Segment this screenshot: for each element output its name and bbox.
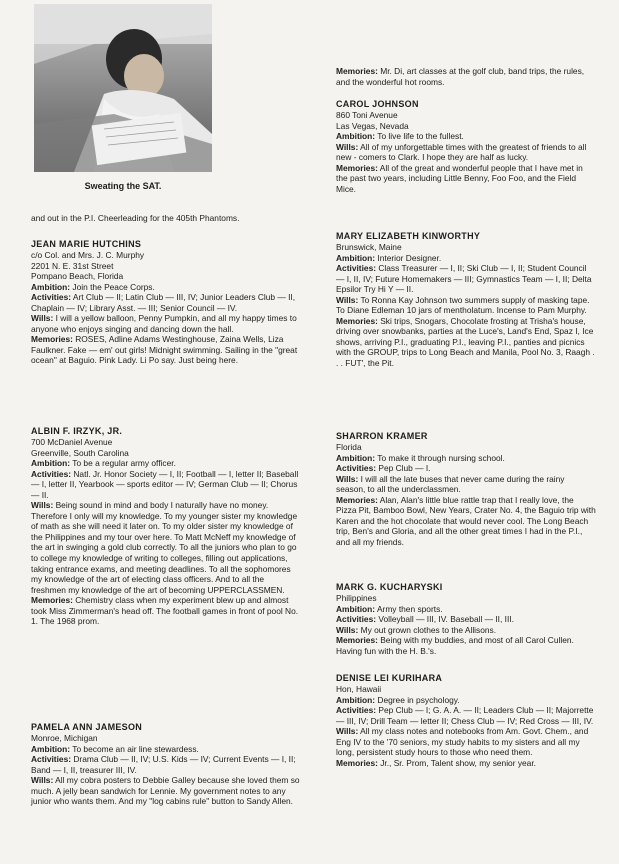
address-line: 860 Toni Avenue [336,110,398,120]
field-label: Memories: [31,595,73,606]
memories-field [336,758,596,769]
field-text: Jr., Sr. Prom, Talent show, my senior year. [380,757,536,768]
memories-field [336,316,596,369]
photo-caption: Sweating the SAT. [84,181,162,191]
field-text: I will a yellow balloon, Penny Pumpkin, and all my happy times to anyone who enjoys singing and dancing down the hall. [31,313,297,334]
memories-field [336,635,596,656]
address-line: Florida [336,442,362,452]
field-label: Memories: [336,66,378,76]
entry-name: MARK G. KUCHARYSKI [336,582,443,592]
wills-field [31,313,301,334]
field-text: Ski trips, Snogars, Chocolate frosting at Trisha's house, driving over snowbanks, parties at the Luce's, Land's End, Spaz I, Ice shows, arriving P.I., graduating P.I., leaving P.I., panties and picnics with the GROUP, trips to Long Beach and Manila, Pool No. 3, Raagh . . . FUT', the Pit. [336,315,595,369]
ambition-field [336,131,596,142]
wills-field [31,775,301,807]
field-label: Ambition: [336,452,376,463]
entry-name: ALBIN F. IRZYK, JR. [31,426,123,436]
field-text: To make it through nursing school. [377,452,505,463]
wills-field [31,500,301,595]
activities-field [336,463,596,474]
field-text: Chemistry class when my experiment blew up and almost took Miss Zimmerman's head off. The football games in front of pool No. 1. The 1968 prom. [31,595,299,627]
entry-pamela-jameson [31,722,301,807]
field-text: To become an air line stewardess. [72,743,199,754]
activities-field [336,705,596,726]
field-text: Volleyball — III, IV. Baseball — II, III. [378,614,514,625]
continuation-text-left: and out in the P.I. Cheerleading for the 405th Phantoms. [31,213,240,223]
wills-field [336,625,596,636]
field-label: Activities: [31,292,72,303]
entry-carol-johnson [336,99,596,194]
field-label: Ambition: [336,694,376,705]
field-text: Alan, Alan's little blue rattle trap that I really love, the Pizza Pit, Bamboo Bowl, New Years, Crater No. 4, the Baguio trip with Karen and the hot chocolate that would never cool. The Long Beach trip, Ben's and Gloria, and all the other great times I had in the P.I., and all my friends. [336,494,596,547]
address-line: 2201 N. E. 31st Street [31,260,114,271]
memories-field [336,66,596,87]
wills-field [336,726,596,758]
field-text: Interior Designer. [377,252,442,263]
field-label: Wills: [31,775,54,786]
entry-mary-kinworthy [336,231,596,369]
memories-field [31,595,301,627]
activities-field [336,263,596,295]
address-line: Hon, Hawaii [336,684,382,694]
entry-name: MARY ELIZABETH KINWORTHY [336,231,481,241]
field-label: Wills: [336,473,359,484]
ambition-field [336,695,596,706]
field-text: All my class notes and notebooks from Am. Govt. Chem., and Eng IV to the '70 seniors, my study habits to my sisters and all my long, persistent study hours to those who need them. [336,726,589,758]
field-text: Art Club — II; Latin Club — III, IV; Junior Leaders Club — II, Chaplain — IV; Library Asst. — III; Senior Council — IV. [31,292,296,313]
field-label: Activities: [336,263,377,274]
field-text: I will all the late buses that never came during the rainy season, to all the underclassmen. [336,473,565,495]
field-label: Memories: [31,334,73,345]
field-text: Join the Peace Corps. [72,281,155,292]
field-label: Memories: [336,494,378,505]
field-text: Class Treasurer — I, II; Ski Club — I, II; Student Council — I, II, IV; Future Homemakers — III; Gymnastics Team — I, II; Delta Epsilor Try Hi Y — II. [336,263,592,295]
field-label: Wills: [336,726,359,737]
field-label: Ambition: [31,458,71,469]
activities-field [31,754,301,775]
address-line: Greenville, South Carolina [31,447,129,458]
field-text: All of the great and wonderful people that I have met in the past two years, including Little Benny, Foo Foo, and the Field Mice. [336,162,583,194]
field-label: Memories: [336,757,378,768]
field-label: Wills: [31,500,54,511]
field-label: Activities: [336,614,377,625]
field-label: Ambition: [336,131,376,142]
ambition-field [31,744,301,755]
field-text: To be a regular army officer. [72,458,176,469]
entry-jean-marie-hutchins [31,239,301,366]
entry-name: CAROL JOHNSON [336,99,419,109]
field-label: Memories: [336,635,378,646]
field-text: Being with my buddies, and most of all Carol Cullen. Having fun with the H. B.'s. [336,635,574,656]
field-text: Degree in psychology. [377,694,460,705]
ambition-field [336,253,596,264]
memories-field [31,334,301,366]
field-label: Activities: [31,754,72,765]
entry-sharron-kramer [336,431,596,547]
field-text: All my cobra posters to Debbie Galley because she loved them so much. A jelly bean sandwich for Lennie. My government notes to any junior who wants them. And my "log cabins rule" button to Sandy Allen. [31,775,300,807]
address-line: 700 McDaniel Avenue [31,437,113,447]
photo-image [34,4,212,172]
field-label: Memories: [336,162,378,173]
field-label: Wills: [336,624,359,635]
field-text: ROSES, Adline Adams Westinghouse, Zaina Wells, Liza Faulkner. Fake — em' out girls! Midnight swimming. Sailing in the "great ocean" at Baguio. Pink Lady. Li Po say. Just being here. [31,334,298,366]
activities-field [336,614,596,625]
activities-field [31,292,301,313]
field-label: Ambition: [336,252,376,263]
wills-field [336,142,596,163]
field-text: To Ronna Kay Johnson two summers supply of masking tape. To Diane Edleman 10 jars of mentholatum. Incense to Pam Murphy. [336,294,590,316]
field-label: Wills: [336,294,359,305]
field-label: Ambition: [31,281,71,292]
address-line: Monroe, Michigan [31,733,98,743]
wills-field [336,474,596,495]
field-label: Activities: [31,468,72,479]
memories-field [336,495,596,548]
ambition-field [336,453,596,464]
address-line: Pompano Beach, Florida [31,271,124,282]
entry-mark-kucharyski [336,582,596,656]
field-text: Army then sports. [376,603,443,614]
field-text: My out grown clothes to the Allisons. [360,624,497,635]
continuation-text-right [336,66,596,87]
field-text: All of my unforgettable times with the greatest of friends to all new - comers to Clark. I hope they are half as lucky. [336,141,587,163]
address-line: Brunswick, Maine [336,242,402,252]
field-label: Memories: [336,315,378,326]
ambition-field [31,282,301,293]
entry-name: DENISE LEI KURIHARA [336,673,443,683]
entry-name: SHARRON KRAMER [336,431,428,441]
entry-name: PAMELA ANN JAMESON [31,722,143,732]
field-label: Wills: [336,141,359,152]
entry-denise-kurihara [336,673,596,768]
photo-student-studying [34,4,212,172]
field-label: Activities: [336,463,377,474]
field-text: Mr. Di, art classes at the golf club, band trips, the rules, and the wonderful hot rooms. [336,66,585,87]
field-text: To live life to the fullest. [377,131,464,142]
field-label: Activities: [336,705,377,716]
field-text: Natl. Jr. Honor Society — I, II; Football — I, letter II; Baseball — I, letter II, Yearbook — sports editor — IV; German Club — II; Chorus — II. [31,468,299,500]
ambition-field [336,604,596,615]
memories-field [336,163,596,195]
field-label: Wills: [31,313,54,324]
wills-field [336,295,596,316]
address-line: Philippines [336,593,377,603]
entry-name: JEAN MARIE HUTCHINS [31,239,142,249]
field-label: Ambition: [31,743,71,754]
field-text: Pep Club — I; G. A. A. — II; Leaders Club — II; Majorrette — III, IV; Drill Team — letter II; Chess Club — IV; Red Cross — III, IV. [336,705,594,726]
ambition-field [31,458,301,469]
field-text: Being sound in mind and body I naturally have no money. Therefore I only will my knowledge. To my younger sister my knowledge of math as she will need it later on. To my older sister my knowledge of the Philippines and my tour over here. To Matt McNeff my knowledge of the art in swinging a gold club correctly. To all the juniors who plan to go to college my knowledge of writing to colleges, filling out applications, taking entrance exams, and meeting deadlines. To all the sophomores my knowledge of the art of electing class officers. And to all the freshmen my knowledge of the art of becoming UPPERCLASSMEN. [31,500,298,595]
activities-field [31,469,301,501]
entry-albin-irzyk [31,426,301,627]
field-label: Ambition: [336,603,376,614]
address-line: Las Vegas, Nevada [336,120,409,131]
field-text: Pep Club — I. [378,463,431,474]
address-line: c/o Col. and Mrs. J. C. Murphy [31,250,145,260]
field-text: Drama Club — II, IV; U.S. Kids — IV; Current Events — I, II; Band — I, II, treasurer III, IV. [31,754,296,775]
